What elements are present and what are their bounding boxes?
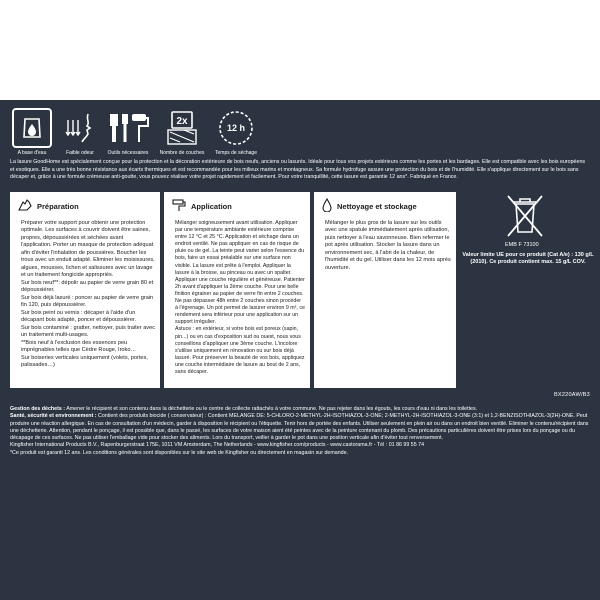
waste-label: Gestion des déchets : xyxy=(10,406,66,412)
preparation-panel xyxy=(10,192,160,388)
storage-panel xyxy=(314,192,456,388)
top-margin xyxy=(0,0,600,100)
product-description: La lasure GoodHome est spécialement conçue pour la protection et la décoration extérieure de bois neufs, anciens ou lasurés. Idéale pour tous vos projets extérieurs comme les portes et les bardages. Elle est compatible avec les bois européens et exotiques. Elle a une très bonne résistance aux écarts thermiques et est recommandée pour les milieux marins et montagneux. Sa formule hydrofuge assure une protection du bois et de l'humidité. Elle s'applique directement sur le bois sans décaper et, grâce à une formule crémeuse anti-goutte, vous pouvez réaliser votre projet rapidement et facilement. Pour votre tranquillité, cette lasure est garantie 12 ans*. Fabriqué en France. xyxy=(10,159,586,181)
water-drop-small-icon xyxy=(321,198,333,214)
voc-info: Valeur limite UE pour ce produit (Cat A/e) : 130 g/L (2010). Ce produit contient max. 15 g/L COV. xyxy=(462,252,594,266)
safety-text: Contient des produits biocide ( conservateur) : Contient MELANGE DE: 5-CHLORO-2-METHYL-2H-ISOTHIAZOL-3-ONE; 2-METHYL-2H-ISOTHIAZOL-3-ONE (3:1) et 1,2-BENZISOTHIAZOL-3(2H)-ONE. Peut produire une réaction allergique. En cas de consultation d'un médecin, garder à disposition le récipient ou l'étiquette. Tenir hors de portée des enfants. Utiliser seulement en plein air ou dans un endroit bien ventilé. Eliminer le contenu/récipient dans une déchetterie. Attention, pendant le ponçage, il est possible que, dans le passé, les surfaces de votre maison aient été peintes avec de la peinture contenant du plomb. Des précautions particulières doivent être prises lors du ponçage ou du décapage de ces surfaces. Ne pas utiliser l'emballage vide pour stocker des aliments. Lors du transport, veiller à garder le pot dans une position verticale afin d'éviter tout renversement. xyxy=(10,413,589,442)
tools-icon xyxy=(106,106,150,150)
svg-text:12 h: 12 h xyxy=(226,123,246,133)
storage-title: Nettoyage et stockage xyxy=(337,201,417,211)
icon-caption: Temps de séchage xyxy=(215,150,257,156)
preparation-title: Préparation xyxy=(37,201,79,211)
product-code: BX220AW/B3 xyxy=(554,392,590,398)
drying-time-icon xyxy=(214,106,258,150)
application-title: Application xyxy=(191,201,232,211)
emb-code: EMB F 73100 xyxy=(505,242,539,248)
water-drop-icon xyxy=(12,108,52,148)
icon-caption: Faible odeur xyxy=(66,150,94,156)
icon-caption: A base d'eau xyxy=(17,150,47,156)
application-text: Mélanger soigneusement avant utilisation. Appliquer par une température ambiante extérieure comprise entre 12 °C et 25 °C. Application et séchage dans un endroit ventilé. Ne pas appliquer en cas de risque de pluie ou de gel. La teinte peut varier selon l'essence du bois, faire un essai préalable sur une surface non visible. La lasure est prête à l'emploi. Appliquer la lasure à la brosse, au pinceau ou avec un spalter. Appliquer une couche régulière et généreuse. Patienter 2h avant d'appliquer la 2ème couche. Pour une belle finition égrainer au papier de verre fin entre 2 couches. Ne pas dépasser 48h entre 2 couches sinon procéder à l'égrenage. Un pot permet de lasurer environ 9 m², ce rendement sera inférieur pour une application sur un support irrégulier. Astuce : en extérieur, si votre bois est poreux (sapin, pin...) ou en cas d'exposition sud ou ouest, nous vous conseillons d'appliquer une 3ème couche. L'incolore s'utilise uniquement en rénovation ou sur bois déjà lasuré. Pour préserver la beauté de vos bois, appliquez une couche intermédiaire de lasure au bout de 2 ans, sans décaper. xyxy=(175,220,305,375)
address-text: Kingfisher International Products B.V., Rapenburgerstraat 175E, 1011 VM Amsterdam, The Netherlands - www.kingfisher.com/products - www.castorama.fr - Tél : 01 86 99 55 74 xyxy=(10,442,425,449)
roller-icon xyxy=(171,198,187,214)
preparation-text: Préparer votre support pour obtenir une protection optimale. Les surfaces à couvrir doivent être saines, propres, dépoussiérées et séchées avant l'application. Porter un masque de protection adéquat afin d'éviter l'inhalation de poussières. Boucher les trous avec un enduit adapté. Eliminer les moisissures, algues, mousses, lichen et salissures avec un lavage et un traitement fongicide appropriés. Sur bois neuf**: dépolir au papier de verre grain 80 et dépoussiérer. Sur bois déjà lasuré : poncer au papier de verre grain fin 120, puis dépoussiérer. Sur bois peint ou vernis : décaper à l'aide d'un décapant bois adapté, poncer et dépoussiérer. Sur bois contaminé : gratter, nettoyer, puis traiter avec un traitement multi-usages. **Bois neuf à l'exclusion des essences peu imprégnables telles que Cèdre Rouge, Iroko… Sur boiseries verticales uniquement (volets, portes, palissades…) xyxy=(21,220,156,369)
crossed-bin-icon xyxy=(500,190,550,240)
footer-legal xyxy=(10,406,592,457)
safety-label: Santé, sécurité et environnement : xyxy=(10,413,97,420)
low-odour-icon xyxy=(58,106,102,150)
storage-text: Mélanger le plus gros de la lasure sur les outils avec une spatule immédiatement après utilisation, puis nettoyer à l'eau savonneuse. Bien refermer le pot après utilisation. Stocker la lasure dans un environnement sec, à l'abri de la chaleur, de l'humidité et du gel. Utiliser dans les 12 mois après ouverture. xyxy=(325,220,451,271)
coats-icon xyxy=(160,106,204,150)
application-panel xyxy=(164,192,310,388)
svg-text:2x: 2x xyxy=(176,116,188,127)
icon-caption: Nombre de couches xyxy=(159,150,205,156)
waste-text: Amener le récipient et son contenu dans la déchetterie ou le centre de collecte rattachés à votre commune. Ne pas rejeter dans les égouts, les cours d'eau ni dans les toilettes. xyxy=(66,406,478,412)
hand-sanding-icon xyxy=(17,198,33,214)
guarantee-text: *Ce produit est garanti 12 ans. Les conditions générales sont disponibles sur le site web de Kingfisher ou directement en magasin sur demande. xyxy=(10,449,349,456)
icon-caption: Outils nécessaires xyxy=(107,150,149,156)
